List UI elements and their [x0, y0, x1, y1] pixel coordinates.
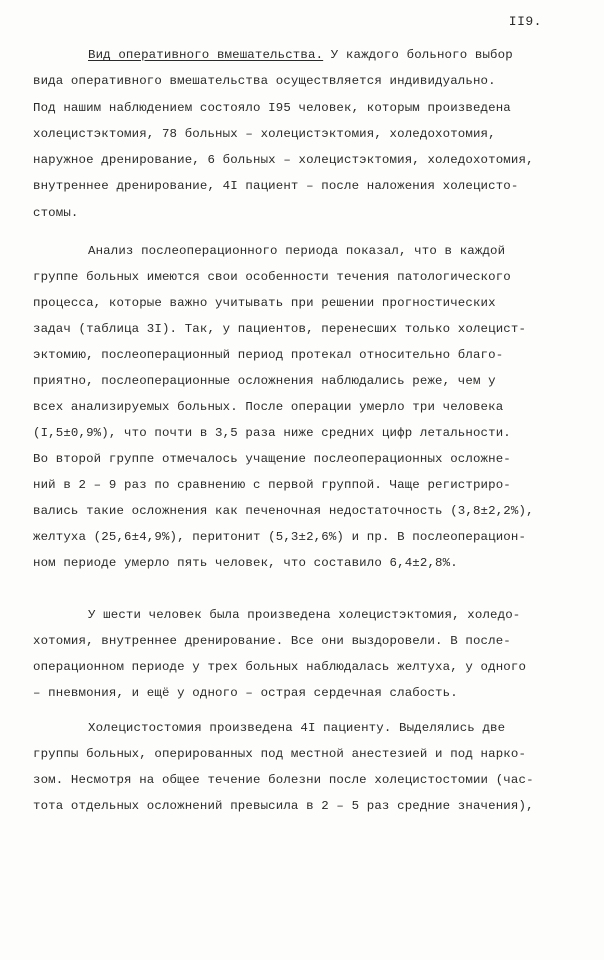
text-line: (I,5±0,9%), что почти в 3,5 раза ниже средних цифр летальности.	[33, 426, 511, 440]
text-line: группы больных, оперированных под местной анестезией и под нарко-	[33, 747, 527, 761]
text-line: ном периоде умерло пять человек, что составило 6,4±2,8%.	[33, 556, 458, 570]
page-number: II9.	[508, 14, 542, 29]
text-line: внутреннее дренирование, 4I пациент – после наложения холецисто-	[33, 179, 519, 193]
text-line: задач (таблица 3I). Так, у пациентов, перенесших только холецист-	[33, 322, 527, 336]
text-line: эктомию, послеоперационный период протекал относительно благо-	[33, 348, 504, 362]
text-line-part: У каждого больного выбор	[330, 48, 513, 62]
text-line: холецистэктомия, 78 больных – холецистэктомия, холедохотомия,	[33, 127, 496, 141]
text-line: зом. Несмотря на общее течение болезни после холецистостомии (час-	[33, 773, 534, 787]
text-line: Анализ послеоперационного периода показал, что в каждой	[88, 244, 506, 258]
text-line: У шести человек была произведена холецистэктомия, холедо-	[88, 608, 521, 622]
text-line: наружное дренирование, 6 больных – холецистэктомия, холедохотомия,	[33, 153, 534, 167]
text-line: группе больных имеются свои особенности течения патологического	[33, 270, 511, 284]
text-line: вались такие осложнения как печеночная недостаточность (3,8±2,2%),	[33, 504, 534, 518]
text-line: желтуха (25,6±4,9%), перитонит (5,3±2,6%) и пр. В послеоперацион-	[33, 530, 527, 544]
text-line: хотомия, внутреннее дренирование. Все они выздоровели. В после-	[33, 634, 511, 648]
text-line: вида оперативного вмешательства осуществляется индивидуально.	[33, 74, 496, 88]
text-line	[88, 47, 513, 63]
text-line: стомы.	[33, 206, 79, 220]
text-line: – пневмония, и ещё у одного – острая сердечная слабость.	[33, 686, 458, 700]
text-line: приятно, послеоперационные осложнения наблюдались реже, чем у	[33, 374, 496, 388]
section-heading: Вид оперативного вмешательства.	[88, 48, 324, 62]
text-line: всех анализируемых больных. После операции умерло три человека	[33, 400, 504, 414]
text-line: Во второй группе отмечалось учащение послеоперационных осложне-	[33, 452, 511, 466]
text-line: Под нашим наблюдением состояло I95 человек, которым произведена	[33, 101, 511, 115]
text-line: операционном периоде у трех больных наблюдалась желтуха, у одного	[33, 660, 527, 674]
text-line: ний в 2 – 9 раз по сравнению с первой группой. Чаще регистриро-	[33, 478, 511, 492]
text-line: Холецистостомия произведена 4I пациенту. Выделялись две	[88, 721, 506, 735]
text-line: процесса, которые важно учитывать при решении прогностических	[33, 296, 496, 310]
text-line: тота отдельных осложнений превысила в 2 – 5 раз средние значения),	[33, 799, 534, 813]
